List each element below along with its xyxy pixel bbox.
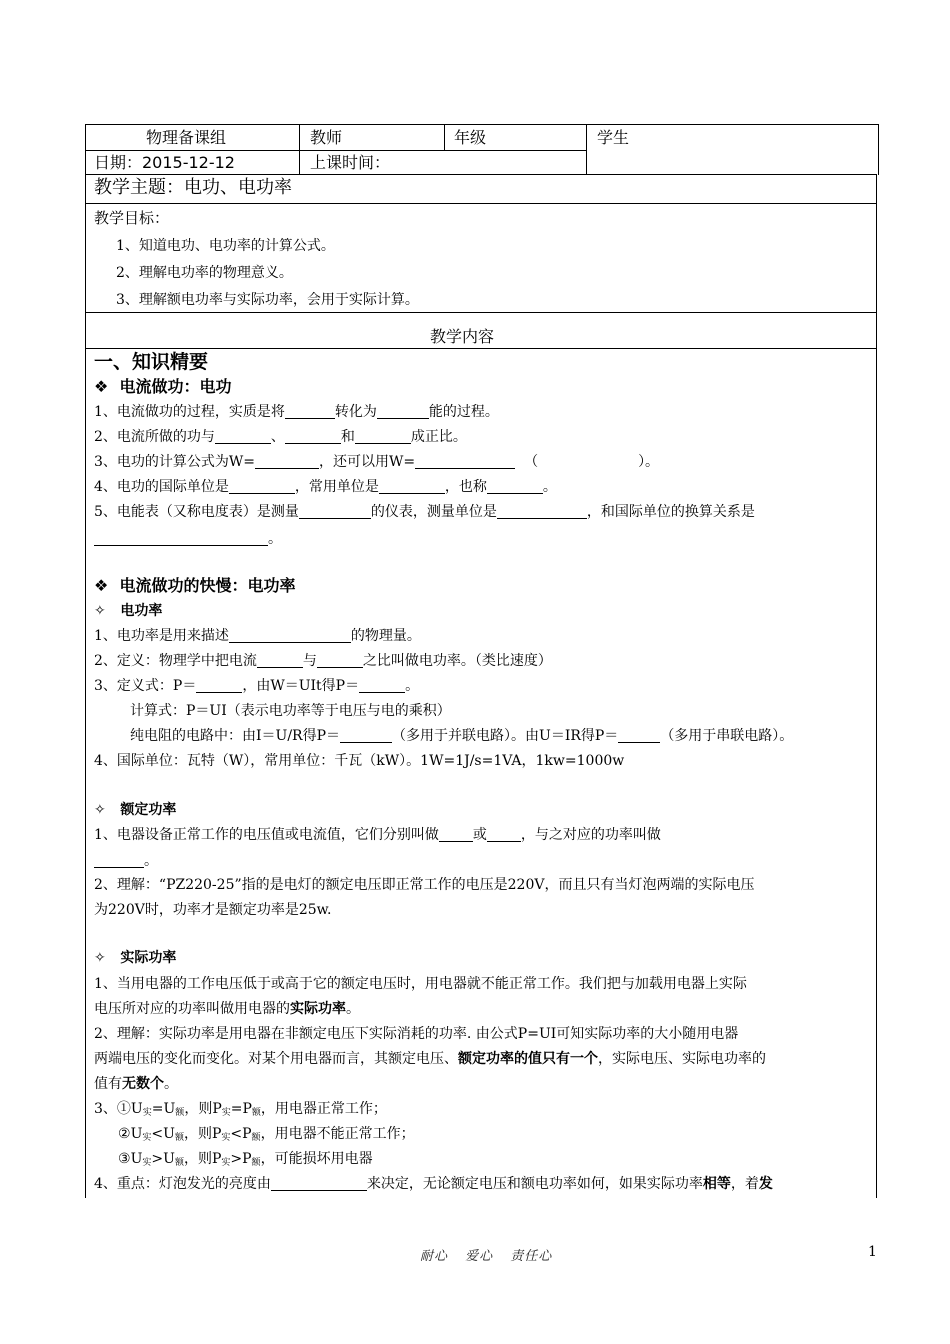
subscript: 实 — [142, 1158, 152, 1168]
work-title: 电流做功：电功 — [119, 377, 232, 396]
blank — [94, 851, 144, 868]
power-line-2 — [94, 649, 552, 673]
rated-line-1 — [94, 823, 661, 847]
rated-line-2b: 为220V时，功率才是额定功率是25w. — [94, 902, 332, 918]
text: 5、电能表（又称电度表）是测量 — [94, 504, 299, 520]
date-label: 日期：2015-12-12 — [94, 153, 235, 172]
text: 4、电功的国际单位是 — [94, 479, 229, 495]
blank — [340, 726, 392, 743]
blank — [487, 477, 543, 494]
goal-item: 3、理解额电功率与实际功率，会用于实际计算。 — [116, 292, 419, 308]
text: 与 — [302, 653, 317, 669]
actual-line-1b — [94, 997, 360, 1021]
power-line-3 — [94, 674, 419, 698]
section-title: 一、知识精要 — [94, 351, 209, 373]
blank — [487, 825, 521, 842]
power-line-3b: 计算式：P＝UI（表示电功率等于电压与电的乘积） — [130, 703, 451, 719]
blank — [618, 726, 660, 743]
divider — [586, 124, 587, 174]
blank — [229, 626, 351, 643]
footer-motto: 耐心 爱心 责任心 — [420, 1249, 553, 1264]
text: ，着 — [730, 1176, 759, 1192]
text: 或 — [472, 827, 487, 843]
blank — [359, 676, 405, 693]
power-line-3c — [130, 724, 793, 748]
blank — [271, 1174, 367, 1191]
subscript: 额 — [175, 1108, 185, 1118]
text: 3、电功的计算公式为W= — [94, 454, 256, 470]
diamond-bullet-icon: ❖ — [94, 576, 109, 595]
topic-text: 教学主题：电功、电功率 — [94, 177, 292, 198]
bold-text: 额定功率的值只有一个 — [458, 1051, 598, 1067]
text: ）。 — [638, 454, 660, 470]
text: 1、电器设备正常工作的电压值或电流值，它们分别叫做 — [94, 827, 439, 843]
actual-line-2c — [94, 1072, 178, 1096]
rated-line-1b — [94, 849, 158, 873]
power-title: 电流做功的快慢：电功率 — [119, 576, 296, 595]
text: 4、重点：灯泡发光的亮度由 — [94, 1176, 271, 1192]
rated-heading — [94, 798, 176, 822]
blank — [355, 427, 411, 444]
work-line-5 — [94, 500, 755, 524]
text: 1、电功率是用来描述 — [94, 628, 229, 644]
blank — [439, 825, 473, 842]
blank — [377, 402, 429, 419]
blank — [285, 402, 335, 419]
actual-line-3-3: $③U_实>U_额$，则$P_实>P_额$，可能损坏用电器 — [118, 1151, 373, 1168]
work-line-1 — [94, 400, 499, 424]
rated-title: 额定功率 — [120, 802, 177, 818]
blank — [215, 427, 271, 444]
goals-title: 教学目标： — [94, 209, 170, 227]
divider — [299, 124, 300, 174]
text: 。 — [164, 1076, 178, 1092]
blank — [415, 452, 515, 469]
work-line-4 — [94, 475, 557, 499]
actual-line-3-2: $②U_实<U_额$，则$P_实<P_额$，用电器不能正常工作； — [118, 1126, 415, 1143]
blank — [229, 477, 295, 494]
work-line-3 — [94, 450, 659, 474]
text: 纯电阻的电路中：由I＝U/R得P＝ — [130, 728, 341, 744]
teacher-label: 教师 — [310, 128, 343, 147]
text: 转化为 — [334, 404, 377, 420]
text: 之比叫做电功率。（类比速度） — [362, 653, 552, 669]
text: 、 — [270, 429, 285, 445]
text: ，常用单位是 — [294, 479, 379, 495]
subscript: 额 — [251, 1133, 261, 1143]
bold-text: 发 — [758, 1176, 773, 1192]
text: 两端电压的变化而变化。对某个用电器而言，其额定电压、 — [94, 1051, 458, 1067]
star-bullet-icon: ✧ — [94, 603, 106, 619]
subscript: 实 — [142, 1108, 152, 1118]
text: 和 — [340, 429, 355, 445]
power-subheading — [94, 599, 162, 623]
subscript: 实 — [221, 1158, 231, 1168]
work-heading — [94, 375, 232, 399]
blank — [285, 427, 341, 444]
actual-heading — [94, 946, 176, 970]
blank — [94, 529, 268, 546]
work-line-2 — [94, 425, 467, 449]
power-line-4: 4、国际单位：瓦特（W），常用单位：千瓦（kW）。1W=1J/s=1VA，1kw=1000w — [94, 753, 625, 769]
bold-text: 相等 — [702, 1176, 731, 1192]
subscript: 额 — [174, 1158, 184, 1168]
text: 电压所对应的功率叫做用电器的 — [94, 1001, 290, 1017]
star-bullet-icon: ✧ — [94, 950, 106, 966]
text: 值有 — [94, 1076, 122, 1092]
actual-line-4 — [94, 1172, 773, 1196]
goal-item: 1、知道电功、电功率的计算公式。 — [116, 238, 335, 254]
power-line-1 — [94, 624, 421, 648]
subscript: 额 — [174, 1133, 184, 1143]
subscript: 实 — [221, 1133, 231, 1143]
text: 。 — [542, 479, 557, 495]
actual-line-2b — [94, 1047, 766, 1071]
text: 成正比。 — [410, 429, 467, 445]
text: ，也称 — [444, 479, 487, 495]
student-label: 学生 — [597, 128, 630, 147]
actual-line-3-1: 3、$①U_实=U_额$，则$P_实=P_额$，用电器正常工作； — [94, 1101, 387, 1118]
text: 能的过程。 — [428, 404, 499, 420]
text: 3、定义式：P＝ — [94, 678, 197, 694]
group-label: 物理备课组 — [146, 128, 227, 147]
text: 。 — [346, 1001, 360, 1017]
text: （ — [524, 454, 539, 470]
blank — [379, 477, 445, 494]
text: ，由W＝UIt得P＝ — [242, 678, 360, 694]
text: 来决定，无论额定电压和额电功率如何，如果实际功率 — [366, 1176, 703, 1192]
text: 2、电流所做的功与 — [94, 429, 215, 445]
power-heading — [94, 574, 296, 598]
text: 。 — [144, 853, 158, 869]
diamond-bullet-icon: ❖ — [94, 377, 109, 396]
blank — [497, 502, 587, 519]
actual-line-1: 1、当用电器的工作电压低于或高于它的额定电压时，用电器就不能正常工作。我们把与加载用电器上实际 — [94, 976, 747, 992]
blank — [317, 651, 363, 668]
page-number: 1 — [868, 1244, 877, 1260]
rated-line-2: 2、理解：“PZ220-25”指的是电灯的额定电压即正常工作的电压是220V，而且只有当灯泡两端的实际电压 — [94, 877, 755, 893]
bold-text: 无数个 — [122, 1076, 164, 1092]
text: 。 — [268, 531, 282, 547]
text: 的物理量。 — [350, 628, 421, 644]
power-subtitle: 电功率 — [120, 603, 163, 619]
topic-title — [94, 176, 292, 200]
divider — [85, 203, 877, 204]
blank — [257, 651, 303, 668]
text: ，与之对应的功率叫做 — [520, 827, 661, 843]
blank — [255, 452, 319, 469]
goal-item: 2、理解电功率的物理意义。 — [116, 265, 293, 281]
class-time-label: 上课时间： — [310, 153, 391, 172]
work-line-5b — [94, 527, 282, 551]
star-bullet-icon: ✧ — [94, 802, 106, 818]
divider — [444, 124, 445, 150]
text: ，实际电压、实际电功率的 — [598, 1051, 766, 1067]
text: 2、定义：物理学中把电流 — [94, 653, 257, 669]
text: （多用于串联电路）。 — [660, 728, 794, 744]
grade-label: 年级 — [454, 128, 487, 147]
text: 的仪表，测量单位是 — [370, 504, 497, 520]
divider — [85, 312, 877, 313]
text: 。 — [405, 678, 420, 694]
content-title: 教学内容 — [430, 327, 495, 346]
blank — [196, 676, 242, 693]
text: ，还可以用W= — [319, 454, 416, 470]
actual-title: 实际功率 — [120, 950, 177, 966]
text: （多用于并联电路）。由U＝IR得P＝ — [392, 728, 619, 744]
subscript: 额 — [251, 1108, 261, 1118]
text: 1、电流做功的过程，实质是将 — [94, 404, 285, 420]
bold-text: 实际功率 — [290, 1001, 346, 1017]
subscript: 实 — [142, 1133, 152, 1143]
text: ，和国际单位的换算关系是 — [586, 504, 755, 520]
subscript: 实 — [221, 1108, 231, 1118]
blank — [299, 502, 371, 519]
actual-line-2: 2、理解：实际功率是用电器在非额定电压下实际消耗的功率. 由公式P=UI可知实际功率的大小随用电器 — [94, 1026, 739, 1042]
subscript: 额 — [251, 1158, 261, 1168]
